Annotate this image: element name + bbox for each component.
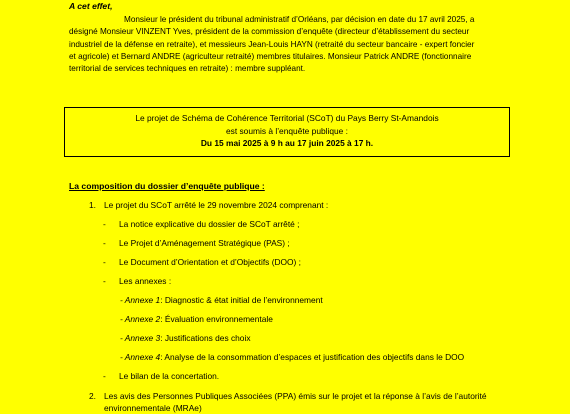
intro-heading: A cet effet, <box>69 1 113 11</box>
subitem-text: Les annexes : <box>119 276 172 286</box>
annex-item <box>120 313 273 325</box>
annex-text: : Analyse de la consommation d’espaces et justification des objectifs dans le DOO <box>160 352 465 362</box>
notice-dates: Du 15 mai 2025 à 9 h au 17 juin 2025 à 17 h. <box>200 138 374 148</box>
subitem-text: Le Document d’Orientation et d’Objectifs (DOO) ; <box>119 257 301 267</box>
notice-line-2: est soumis à l’enquête publique : <box>226 125 348 136</box>
annex-item <box>120 294 323 306</box>
subitem-text: Le Projet d’Aménagement Stratégique (PAS) ; <box>119 238 290 248</box>
annex-prefix: - Annexe 3 <box>120 333 161 343</box>
annex-item <box>120 332 251 344</box>
bullet-dash: - <box>103 238 106 248</box>
annex-text: : Justifications des choix <box>160 333 251 343</box>
annex-item <box>120 351 464 363</box>
intro-line: territorial de services techniques en retraite) : membre suppléant. <box>69 64 306 74</box>
annex-text: : Diagnostic & état initial de l’environnement <box>160 295 323 305</box>
intro-line: industriel de la défense en retraite), et messieurs Jean-Louis HAYN (retraité du secteur bancaire - expert foncier <box>69 39 475 49</box>
subitem-text: La notice explicative du dossier de SCoT arrêté ; <box>119 219 300 229</box>
annex-text: : Évaluation environnementale <box>160 314 273 324</box>
public-inquiry-notice-box <box>64 107 510 157</box>
annex-prefix: - Annexe 2 <box>120 314 161 324</box>
bullet-dash: - <box>103 276 106 286</box>
intro-line: Monsieur le président du tribunal administratif d’Orléans, par décision en date du 17 avril 2025, a <box>124 15 475 24</box>
item-text: Les avis des Personnes Publiques Associées (PPA) émis sur le projet et la réponse à l’avis de l’autorité <box>104 391 487 401</box>
bullet-dash: - <box>103 371 106 381</box>
composition-title: La composition du dossier d’enquête publique : <box>69 181 265 191</box>
intro-line: désigné Monsieur VINZENT Yves, président de la commission d’enquête (directeur d’établissement du secteur <box>69 27 470 37</box>
intro-paragraph <box>69 14 539 75</box>
intro-line: et agricole) et Bernard ANDRE (agriculteur retraité) membres titulaires. Monsieur Patrick ANDRE (fonctionnaire <box>69 51 472 61</box>
item-text-continued: environnementale (MRAe) <box>104 403 202 413</box>
item-number: 2. <box>89 391 96 401</box>
subitem-text: Le bilan de la concertation. <box>119 371 220 381</box>
item-number: 1. <box>89 200 96 210</box>
bullet-dash: - <box>103 257 106 267</box>
annex-prefix: - Annexe 4 <box>120 352 161 362</box>
notice-line-1: Le projet de Schéma de Cohérence Territorial (SCoT) du Pays Berry St-Amandois <box>135 113 439 123</box>
annex-prefix: - Annexe 1 <box>120 295 161 305</box>
bullet-dash: - <box>103 219 106 229</box>
item-text: Le projet du SCoT arrêté le 29 novembre 2024 comprenant : <box>104 200 329 210</box>
